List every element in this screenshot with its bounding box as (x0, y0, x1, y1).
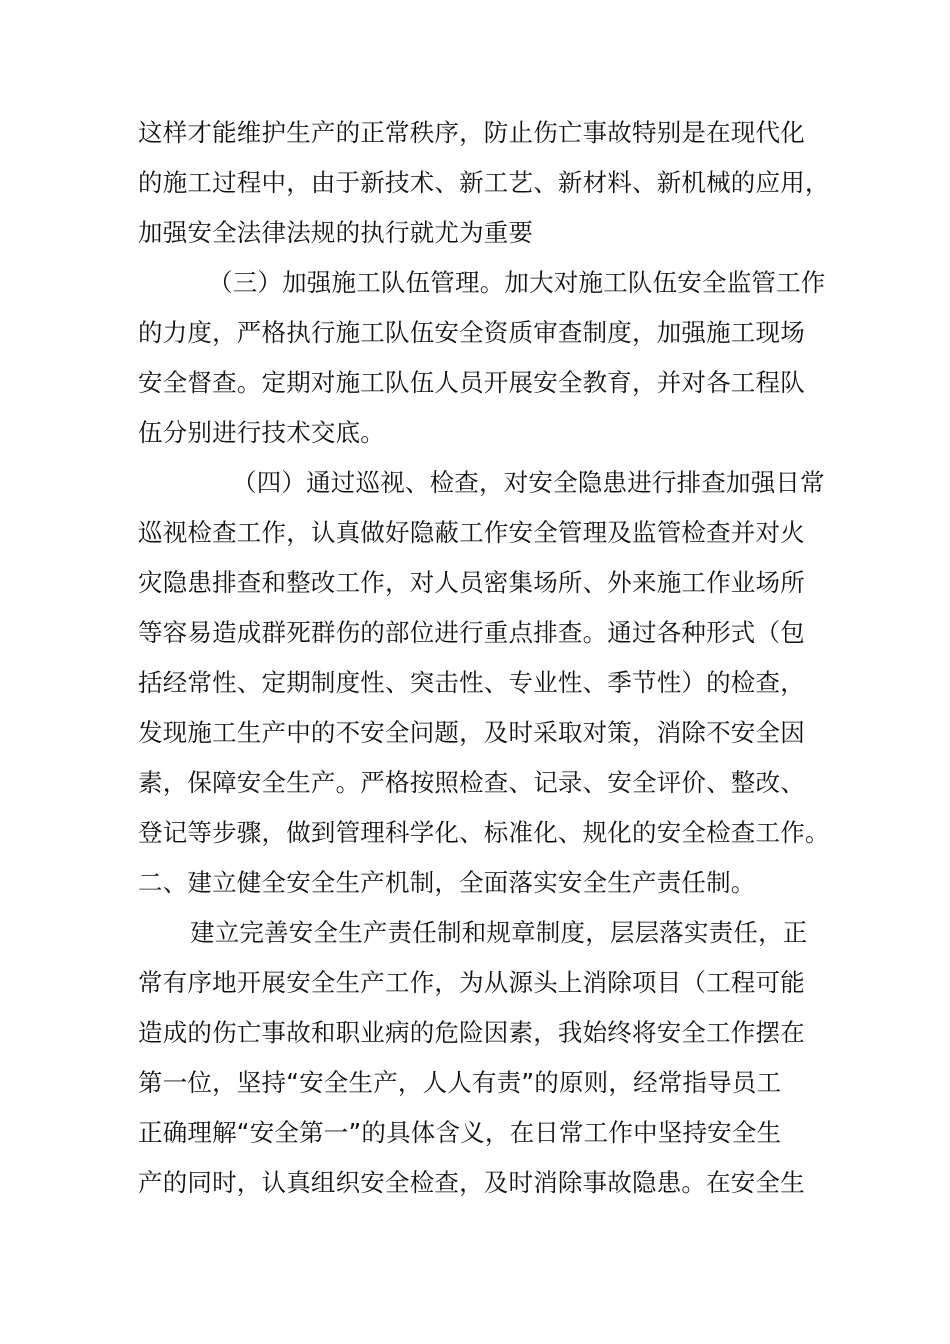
section-heading-4: （四）通过巡视、检查，对安全隐患进行排查加强日常 (232, 468, 825, 497)
text-line-6: 安全督查。定期对施工队伍人员开展安全教育，并对各工程队 (138, 368, 805, 397)
text-line-12: 括经常性、定期制度性、突击性、专业性、季节性）的检查， (138, 668, 805, 697)
text-line-15: 登记等步骤，做到管理科学化、标准化、规化的安全检查工作。 (138, 818, 830, 847)
text-line-11: 等容易造成群死群伤的部位进行重点排查。通过各种形式（包 (138, 618, 805, 647)
text-line-21: 正确理解“安全第一”的具体含义，在日常工作中坚持安全生 (138, 1118, 782, 1147)
text-line-5: 的力度，严格执行施工队伍安全资质审查制度，加强施工现场 (138, 318, 805, 347)
text-line-1: 这样才能维护生产的正常秩序，防止伤亡事故特别是在现代化 (138, 118, 805, 147)
text-line-3: 加强安全法律法规的执行就尤为重要 (138, 218, 534, 247)
text-line-22: 产的同时，认真组织安全检查，及时消除事故隐患。在安全生 (138, 1168, 805, 1197)
text-line-17: 建立完善安全生产责任制和规章制度，层层落实责任，正 (190, 918, 808, 947)
text-line-10: 灾隐患排查和整改工作，对人员密集场所、外来施工作业场所 (138, 568, 805, 597)
text-line-7: 伍分别进行技术交底。 (138, 418, 385, 447)
text-line-19: 造成的伤亡事故和职业病的危险因素，我始终将安全工作摆在 (138, 1018, 805, 1047)
text-line-2: 的施工过程中，由于新技术、新工艺、新材料、新机械的应用， (138, 168, 830, 197)
text-line-13: 发现施工生产中的不安全问题，及时采取对策，消除不安全因 (138, 718, 805, 747)
section-heading-3: （三）加强施工队伍管理。加大对施工队伍安全监管工作 (208, 268, 826, 297)
text-line-20: 第一位，坚持“安全生产，人人有责”的原则，经常指导员工 (138, 1068, 782, 1097)
text-line-14: 素，保障安全生产。严格按照检查、记录、安全评价、整改、 (138, 768, 805, 797)
text-line-18: 常有序地开展安全生产工作，为从源头上消除项目（工程可能 (138, 968, 805, 997)
section-heading-2: 二、建立健全安全生产机制，全面落实安全生产责任制。 (138, 868, 756, 897)
text-line-9: 巡视检查工作，认真做好隐蔽工作安全管理及监管检查并对火 (138, 518, 805, 547)
